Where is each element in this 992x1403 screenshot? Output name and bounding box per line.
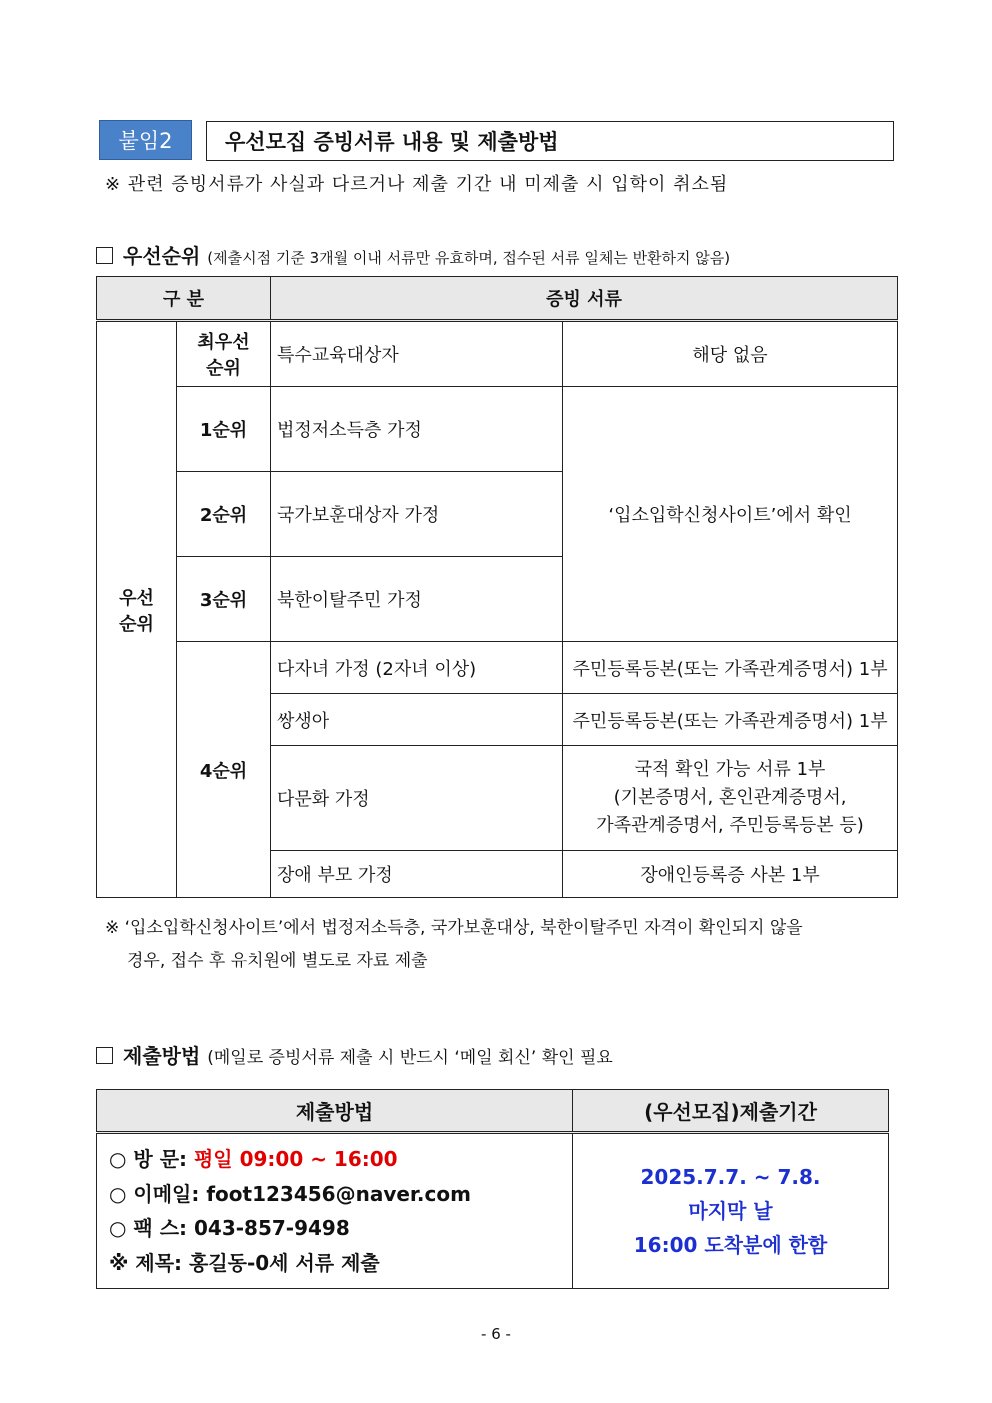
header-method: 제출방법: [97, 1090, 573, 1133]
rank-4-item: 쌍생아: [271, 694, 563, 746]
period-cell: 2025.7.7. ~ 7.8. 마지막 날 16:00 도착분에 한함: [573, 1133, 889, 1289]
email-line: ○ 이메일: foot123456@naver.com: [109, 1181, 471, 1206]
section-submit-heading: [96, 1040, 613, 1069]
rank-1: 1순위: [177, 387, 271, 472]
section-priority-heading: [96, 240, 730, 269]
fax-line: ○ 팩 스: 043-857-9498: [109, 1216, 350, 1240]
header-category: 구 분: [97, 277, 271, 321]
section-submit-title: 제출방법: [123, 1044, 201, 1068]
priority-table: [96, 276, 898, 898]
rank-4-doc: 장애인등록증 사본 1부: [563, 851, 898, 898]
rank-2-item: 국가보훈대상자 가정: [271, 472, 563, 557]
section-submit-subtitle: (메일로 증빙서류 제출 시 반드시 ‘메일 회신’ 확인 필요: [207, 1048, 613, 1068]
rank-top-item: 특수교육대상자: [271, 321, 563, 387]
rank-4-doc: 주민등록등본(또는 가족관계증명서) 1부: [563, 694, 898, 746]
group-label: 우선 순위: [97, 321, 177, 898]
page-title: 우선모집 증빙서류 내용 및 제출방법: [206, 121, 894, 161]
rank-top: 최우선 순위: [177, 321, 271, 387]
email-address: foot123456@naver.com: [206, 1181, 471, 1206]
rank-4-doc: 주민등록등본(또는 가족관계증명서) 1부: [563, 642, 898, 694]
rank-4: 4순위: [177, 642, 271, 898]
checkbox-square-icon: [96, 1047, 113, 1064]
header-documents: 증빙 서류: [271, 277, 898, 321]
rank-123-doc: ‘입소입학신청사이트’에서 확인: [563, 387, 898, 642]
rank-4-doc-multiline: 국적 확인 가능 서류 1부 (기본증명서, 혼인관계증명서, 가족관계증명서, 주민등록등본 등): [563, 746, 898, 851]
rank-3-item: 북한이탈주민 가정: [271, 557, 563, 642]
subject-line: ※ 제목: 홍길동-0세 서류 제출: [109, 1250, 380, 1275]
rank-4-item: 다문화 가정: [271, 746, 563, 851]
submission-table: [96, 1089, 889, 1289]
checkbox-square-icon: [96, 247, 113, 264]
page-number: - 6 -: [481, 1325, 511, 1343]
section-priority-title: 우선순위: [123, 244, 201, 268]
attachment-badge: 붙임2: [99, 120, 192, 160]
visit-line: ○ 방 문: 평일 09:00 ~ 16:00: [109, 1147, 398, 1171]
rank-1-item: 법정저소득층 가정: [271, 387, 563, 472]
rank-4-item: 다자녀 가정 (2자녀 이상): [271, 642, 563, 694]
section-priority-subtitle: (제출시점 기준 3개월 이내 서류만 유효하며, 접수된 서류 일체는 반환하지 않음): [207, 249, 731, 267]
verification-note: ※ ‘입소입학신청사이트’에서 법정저소득층, 국가보훈대상, 북한이탈주민 자격이 확인되지 않을 경우, 접수 후 유치원에 별도로 자료 제출: [105, 918, 803, 971]
method-list: [97, 1133, 573, 1289]
rank-3: 3순위: [177, 557, 271, 642]
header-period: (우선모집)제출기간: [573, 1090, 889, 1133]
rank-4-item: 장애 부모 가정: [271, 851, 563, 898]
rank-top-doc: 해당 없음: [563, 321, 898, 387]
rank-2: 2순위: [177, 472, 271, 557]
top-note: ※ 관련 증빙서류가 사실과 다르거나 제출 기간 내 미제출 시 입학이 취소됨: [105, 174, 729, 195]
